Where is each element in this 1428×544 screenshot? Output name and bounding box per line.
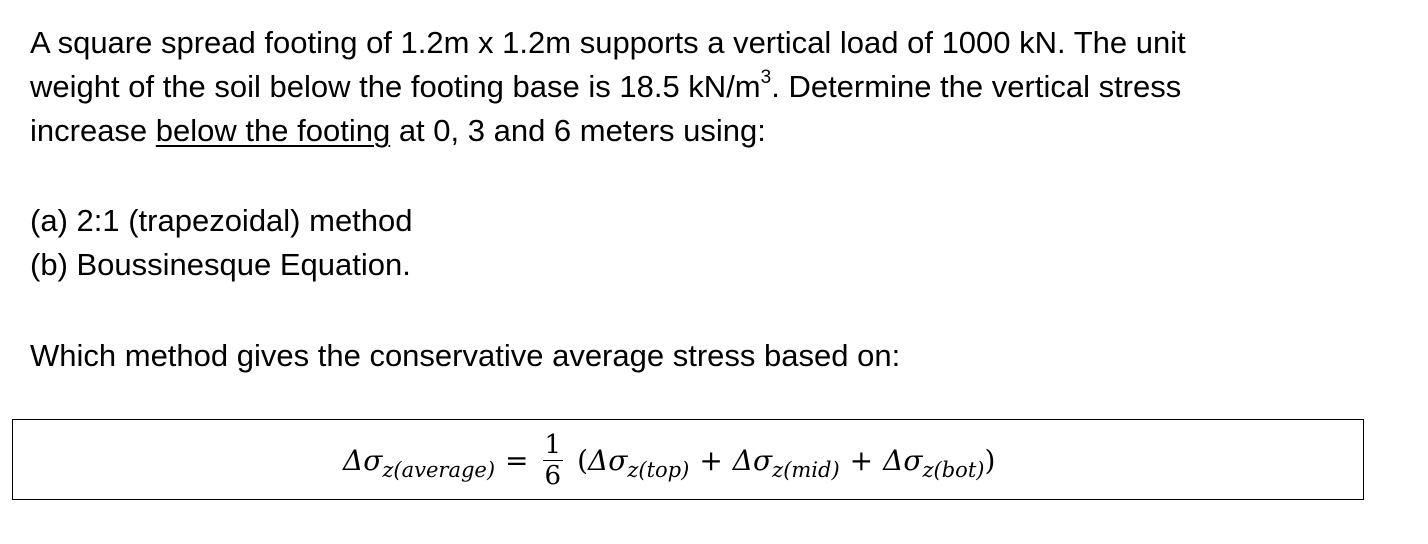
method-a: (a) 2:1 (trapezoidal) method <box>30 203 413 238</box>
equals-sign: = <box>505 444 529 477</box>
problem-line-2-text: weight of the soil below the footing base is 18.5 kN/m <box>30 69 761 104</box>
term-bot-subscript: z(bot) <box>922 457 985 482</box>
method-b: (b) Boussinesque Equation. <box>30 247 411 282</box>
plus-sign-2: + <box>849 444 874 477</box>
question-text: Which method gives the conservative average stress based on: <box>30 338 901 373</box>
lhs-delta-sigma: Δσ <box>343 444 383 477</box>
problem-line-3-tail: at 0, 3 and 6 meters using: <box>390 113 766 148</box>
equation-box <box>12 419 1364 500</box>
fraction <box>543 430 564 491</box>
problem-line-2-tail: . Determine the vertical stress <box>771 69 1182 104</box>
fraction-numerator: 1 <box>544 430 562 460</box>
term-mid-subscript: z(mid) <box>772 457 840 482</box>
term-mid-delta-sigma: Δσ <box>732 444 773 477</box>
problem-statement <box>30 21 1186 153</box>
methods-list <box>30 199 413 287</box>
lhs-subscript: z(average) <box>382 457 496 482</box>
problem-line-3 <box>30 109 1186 153</box>
problem-line-2 <box>30 65 1186 109</box>
term-bot-delta-sigma: Δσ <box>883 444 923 477</box>
fraction-denominator: 6 <box>544 461 562 491</box>
problem-line-3-text: increase <box>30 113 156 148</box>
open-paren: ( <box>577 444 588 477</box>
underlined-phrase: below the footing <box>155 113 391 148</box>
cubed-superscript: 3 <box>760 67 772 88</box>
close-paren: ) <box>984 444 996 477</box>
term-top-delta-sigma: Δσ <box>588 444 628 477</box>
term-top-subscript: z(top) <box>627 457 690 482</box>
problem-line-1: A square spread footing of 1.2m x 1.2m supports a vertical load of 1000 kN. The unit <box>30 25 1186 60</box>
plus-sign-1: + <box>699 444 723 477</box>
average-stress-equation <box>343 420 995 501</box>
